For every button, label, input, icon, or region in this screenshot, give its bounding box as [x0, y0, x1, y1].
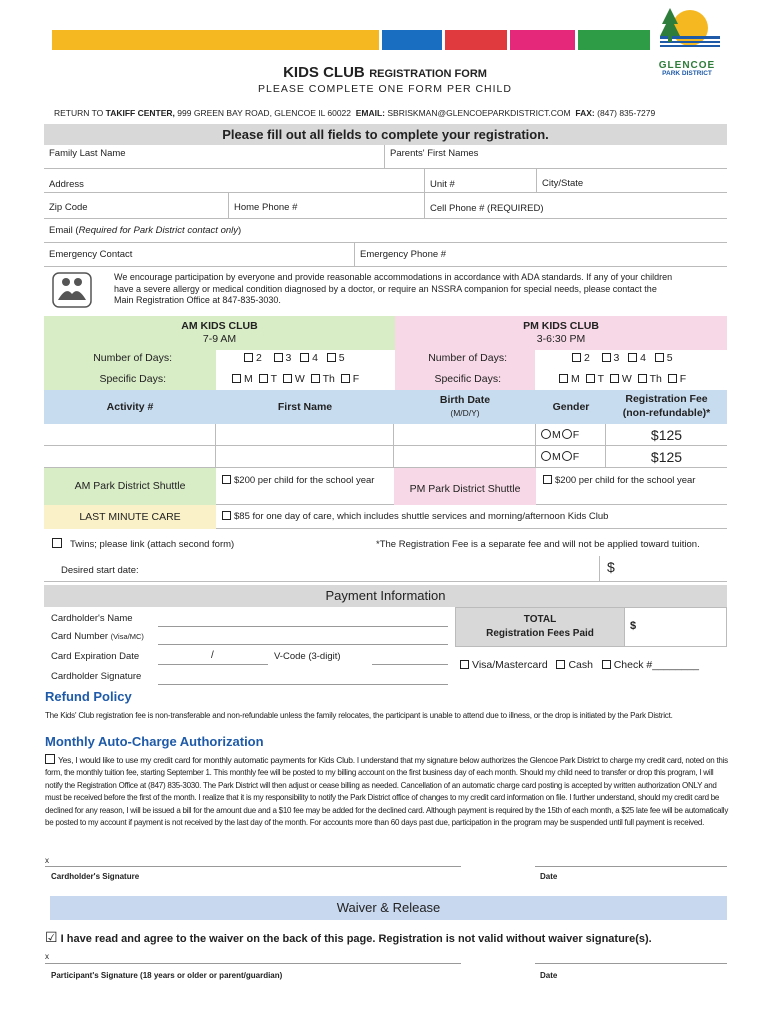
email-field[interactable] [44, 219, 727, 243]
autocharge-date-line[interactable] [535, 866, 727, 867]
autocharge-body: I understand that my signature below authorizes the Glencoe Park District to charge my credit card, noted on this form, the monthly tuition fee, starting September 1. This monthly fee will be posted to my billing account on the first business day of each month. Should my child need to transfer or drop this program, I will notify the Registration Office at (847) 835-3030. The Park District will then adjust or cease billing as needed. Cancellation of an automatic charge card posting is accepted by written authorization ONLY and must be received before the first of the month. I realize that it is my responsibility to notify the Park District office of changes to my credit card information on file. I further understand, should my credit card be declined for any reason, I will be issued a bill for the amount due and a $10 fee may be added for the declined card. Although payment is required by the 15th of each month, a $25 late fee will be automatically be posted to my account if payment is not received by the last day of the month. For accounts more than 60 days past due, participation in the program may be suspended until full payment is received. [45, 756, 729, 828]
waiver-sig-label: Participant's Signature (18 years or older or parent/guardian) [51, 971, 283, 980]
am-weekday-option[interactable] [232, 373, 253, 385]
activity-header: Activity # [106, 401, 154, 413]
option-label: M [244, 373, 253, 385]
am-weekday-options [232, 373, 359, 385]
option-label: 3 [285, 352, 292, 364]
checkbox[interactable] [244, 353, 253, 362]
pm-day-count-options [572, 352, 673, 364]
city-state-field[interactable] [537, 169, 727, 193]
option-label: 2 [584, 352, 590, 364]
last-minute-row [44, 505, 727, 529]
am-count-option[interactable] [244, 352, 262, 364]
pm-title: PM KIDS CLUB [523, 320, 599, 332]
am-weekday-option[interactable] [311, 373, 335, 385]
pm-specific-days-label: Specific Days: [434, 373, 501, 385]
expiration-slash: / [211, 650, 214, 661]
return-addr: 999 GREEN BAY ROAD, GLENCOE IL 60022 [177, 108, 351, 118]
color-bar-green [578, 30, 650, 50]
fill-out-banner: Please fill out all fields to complete your registration. [44, 124, 727, 145]
color-bar-yellow [52, 30, 379, 50]
am-count-option[interactable] [274, 352, 292, 364]
return-email-label: EMAIL: [355, 108, 386, 118]
unit-field[interactable] [425, 169, 537, 193]
am-weekday-option[interactable] [259, 373, 277, 385]
refund-title: Refund Policy [45, 689, 132, 704]
home-phone-field[interactable] [229, 193, 425, 219]
expiration-line[interactable] [158, 664, 268, 665]
checkbox[interactable] [327, 353, 336, 362]
fee-header-note: (non-refundable)* [622, 407, 711, 419]
return-fax: (847) 835-7279 [597, 108, 656, 118]
waiver-text: I have read and agree to the waiver on the back of this page. Registration is not valid without waiver signature(s). [60, 933, 652, 945]
am-count-option[interactable] [327, 352, 345, 364]
first-name-header: First Name [277, 401, 333, 413]
return-info [54, 108, 655, 118]
cell-phone-field[interactable] [425, 193, 727, 219]
ada-notice: We encourage participation by everyone and provide reasonable accommodations in accordance with ADA standards. If any of your children have a severe allergy or medical condition diagnosed by a doctor, or require an NSSRA companion for special needs, please contact the Main Registration Office at 847-835-3030. [114, 272, 673, 305]
color-bar-red [445, 30, 507, 50]
participant-rows [44, 424, 727, 468]
last-minute-option-label: $85 for one day of care, which includes shuttle services and morning/afternoon Kids Club [234, 511, 609, 522]
checkbox[interactable] [52, 538, 62, 548]
return-center: TAKIFF CENTER, [105, 108, 175, 118]
waiver-signature-line[interactable] [45, 963, 461, 964]
am-shuttle-label: AM Park District Shuttle [44, 468, 216, 505]
form-title [0, 64, 770, 82]
checkbox[interactable] [259, 374, 268, 383]
am-shuttle-option[interactable] [222, 475, 374, 486]
cash-label: Cash [568, 659, 593, 671]
cardholder-name-line[interactable] [158, 626, 448, 627]
pm-shuttle-option-label: $200 per child for the school year [555, 475, 696, 486]
autocharge-signature-line[interactable] [45, 866, 461, 867]
gender-m: M [552, 429, 561, 441]
activity-cell[interactable] [44, 446, 216, 468]
waiver-statement [45, 929, 652, 946]
checkbox[interactable] [602, 353, 611, 362]
first-name-cell[interactable] [216, 424, 394, 446]
autocharge-sig-label: Cardholder's Signature [51, 872, 140, 881]
card-number-line[interactable] [158, 644, 448, 645]
gender-cell [536, 424, 606, 446]
waiver-date-label: Date [540, 971, 558, 980]
waiver-x: x [45, 952, 49, 961]
checkbox[interactable] [638, 374, 647, 383]
emergency-phone-field[interactable] [355, 243, 727, 267]
card-number-label [51, 631, 144, 642]
option-label: 5 [666, 352, 673, 364]
gender-f: F [572, 451, 580, 463]
visa-option[interactable] [460, 659, 548, 671]
logo-line2: PARK DISTRICT [662, 70, 712, 77]
return-fax-label: FAX: [575, 108, 595, 118]
checkbox[interactable] [300, 353, 309, 362]
autocharge-checkbox[interactable] [45, 754, 55, 764]
total-amount-field[interactable] [625, 607, 727, 647]
cell-phone-label: Cell Phone # (REQUIRED) [430, 203, 544, 214]
pm-weekday-option[interactable] [586, 373, 604, 385]
option-label: Th [322, 373, 335, 385]
pm-number-of-days-label: Number of Days: [428, 352, 507, 364]
email-label-a: Email ( [49, 225, 79, 236]
expiration-label: Card Expiration Date [51, 651, 140, 662]
checkbox[interactable] [232, 374, 241, 383]
pm-count-option[interactable] [628, 352, 646, 364]
checkbox[interactable] [341, 374, 350, 383]
am-specific-days-label: Specific Days: [99, 373, 166, 385]
color-bar-pink [510, 30, 575, 50]
desired-start-field[interactable] [44, 556, 727, 582]
activity-cell[interactable] [44, 424, 216, 446]
checkbox[interactable] [274, 353, 283, 362]
checkbox[interactable] [668, 374, 677, 383]
option-label: 4 [640, 352, 646, 364]
am-count-option[interactable] [300, 352, 318, 364]
parents-first-names-field[interactable] [385, 145, 727, 169]
twins-option[interactable] [52, 538, 234, 550]
first-name-cell[interactable] [216, 446, 394, 468]
radio-male[interactable] [541, 429, 551, 439]
radio-male[interactable] [541, 451, 551, 461]
fee-header: Registration Fee [625, 393, 708, 405]
vcode-label: V-Code (3-digit) [274, 651, 341, 662]
total-line2: Registration Fees Paid [486, 628, 594, 639]
checkbox[interactable] [311, 374, 320, 383]
parents-first-names-label: Parents' First Names [390, 148, 479, 159]
am-time: 7-9 AM [202, 333, 237, 345]
email-label-b: Required for Park District contact only [78, 225, 239, 236]
emergency-contact-label: Emergency Contact [49, 249, 133, 260]
gender-header: Gender [552, 401, 590, 413]
total-box [455, 607, 625, 647]
checkbox[interactable] [628, 353, 637, 362]
card-number-sub: (Visa/MC) [110, 632, 144, 641]
option-label: Th [649, 373, 662, 385]
info-fields [44, 145, 727, 267]
waiver-date-line[interactable] [535, 963, 727, 964]
option-label: T [270, 373, 278, 385]
birth-date-format: (M/D/Y) [450, 408, 480, 418]
checkbox[interactable] [610, 374, 619, 383]
accessibility-icon [52, 272, 92, 308]
autocharge-x: x [45, 856, 49, 865]
family-last-name-label: Family Last Name [49, 148, 126, 159]
pm-weekday-option[interactable] [610, 373, 632, 385]
am-day-count-options [244, 352, 345, 364]
checkbox[interactable] [460, 660, 469, 669]
autocharge-date-label: Date [540, 872, 558, 881]
gender-cell [536, 446, 606, 468]
checkbox[interactable] [556, 660, 565, 669]
participant-table-header [44, 390, 727, 424]
last-minute-option[interactable] [222, 511, 608, 522]
total-line1: TOTAL [523, 614, 557, 625]
emergency-phone-label: Emergency Phone # [360, 249, 447, 260]
card-number-text: Card Number [51, 631, 109, 642]
am-weekday-option[interactable] [341, 373, 359, 385]
pm-count-option[interactable] [572, 352, 590, 364]
desired-start-divider [599, 556, 600, 582]
am-shuttle-option-label: $200 per child for the school year [234, 475, 375, 486]
birth-date-cell[interactable] [394, 424, 536, 446]
pm-header [395, 316, 727, 350]
pm-weekday-option[interactable] [668, 373, 686, 385]
fee-cell: $125 [606, 424, 727, 446]
desired-start-label: Desired start date: [61, 565, 139, 576]
visa-label: Visa/Mastercard [472, 659, 548, 671]
option-label: W [621, 373, 632, 385]
vcode-line[interactable] [372, 664, 448, 665]
option-label: M [571, 373, 580, 385]
checkbox[interactable] [222, 475, 231, 484]
return-prefix: RETURN TO [54, 108, 104, 118]
checkbox[interactable] [572, 353, 581, 362]
checkbox[interactable] [655, 353, 664, 362]
birth-date-cell[interactable] [394, 446, 536, 468]
pm-shuttle-label: PM Park District Shuttle [394, 468, 536, 505]
title-line2: PLEASE COMPLETE ONE FORM PER CHILD [258, 83, 512, 95]
option-label: F [679, 373, 687, 385]
radio-female[interactable] [562, 451, 572, 461]
last-minute-label: LAST MINUTE CARE [44, 505, 216, 529]
autocharge-lead: Yes, I would like to use my credit card for monthly automatic payments for Kids Club. [58, 755, 355, 765]
shuttle-row [44, 468, 727, 505]
total-dollar: $ [630, 620, 637, 632]
option-label: T [597, 373, 605, 385]
option-label: 4 [312, 352, 318, 364]
gender-f: F [572, 429, 580, 441]
pm-weekday-option[interactable] [559, 373, 580, 385]
cardholder-name-label: Cardholder's Name [51, 613, 133, 624]
fee-disclaimer: *The Registration Fee is a separate fee and will not be applied toward tuition. [376, 539, 700, 550]
am-header [44, 316, 395, 350]
zip-field[interactable] [44, 193, 229, 219]
checkbox[interactable] [222, 511, 231, 520]
pm-shuttle-option[interactable] [543, 475, 695, 486]
autocharge-title: Monthly Auto-Charge Authorization [45, 734, 264, 749]
home-phone-label: Home Phone # [234, 202, 298, 213]
radio-female[interactable] [562, 429, 572, 439]
dollar-sign: $ [607, 559, 615, 575]
cash-option[interactable] [556, 659, 593, 671]
signature-label: Cardholder Signature [51, 671, 142, 682]
title-sub: REGISTRATION FORM [369, 68, 487, 80]
check-option[interactable] [602, 659, 699, 671]
checkbox[interactable] [586, 374, 595, 383]
twins-label: Twins; please link (attach second form) [70, 539, 235, 550]
am-title: AM KIDS CLUB [181, 320, 258, 332]
zip-label: Zip Code [49, 202, 88, 213]
unit-label: Unit # [430, 179, 455, 190]
logo-line1: GLENCOE [658, 60, 716, 71]
am-weekday-option[interactable] [283, 373, 305, 385]
option-label: 5 [338, 352, 345, 364]
waiver-header: Waiver & Release [50, 896, 727, 920]
gender-m: M [552, 451, 561, 463]
checkbox[interactable] [283, 374, 292, 383]
refund-text: The Kids' Club registration fee is non-transferable and non-refundable unless the family relocates, the participant is unable to attend due to illness, or the drop is initiated by the Park District. [45, 711, 673, 720]
birth-date-header: Birth Date [439, 394, 491, 406]
option-label: 2 [256, 352, 262, 364]
address-label: Address [49, 179, 84, 190]
fee-cell: $125 [606, 446, 727, 468]
am-number-of-days-label: Number of Days: [93, 352, 172, 364]
payment-method-options [460, 659, 699, 671]
checkbox[interactable] [543, 475, 552, 484]
waiver-checkbox[interactable]: ☑ [45, 929, 58, 945]
checkbox[interactable] [559, 374, 568, 383]
color-bar-blue [382, 30, 442, 50]
pm-time: 3-6:30 PM [536, 333, 586, 345]
pm-count-option[interactable] [602, 352, 620, 364]
checkbox[interactable] [602, 660, 611, 669]
city-state-label: City/State [542, 178, 584, 189]
option-label: W [294, 373, 305, 385]
payment-header: Payment Information [44, 585, 727, 607]
emergency-contact-field[interactable] [44, 243, 355, 267]
glencoe-logo [652, 6, 722, 77]
title-main: KIDS CLUB [283, 64, 365, 81]
autocharge-text [45, 754, 729, 829]
return-email: SBRISKMAN@GLENCOEPARKDISTRICT.COM [387, 108, 571, 118]
pm-weekday-options [559, 373, 686, 385]
pm-count-option[interactable] [655, 352, 673, 364]
email-label-c: ) [238, 225, 242, 236]
pm-weekday-option[interactable] [638, 373, 662, 385]
address-field[interactable] [44, 169, 425, 193]
option-label: 3 [613, 352, 620, 364]
family-last-name-field[interactable] [44, 145, 385, 169]
check-label: Check #________ [613, 659, 699, 671]
signature-line[interactable] [158, 684, 448, 685]
option-label: F [352, 373, 360, 385]
